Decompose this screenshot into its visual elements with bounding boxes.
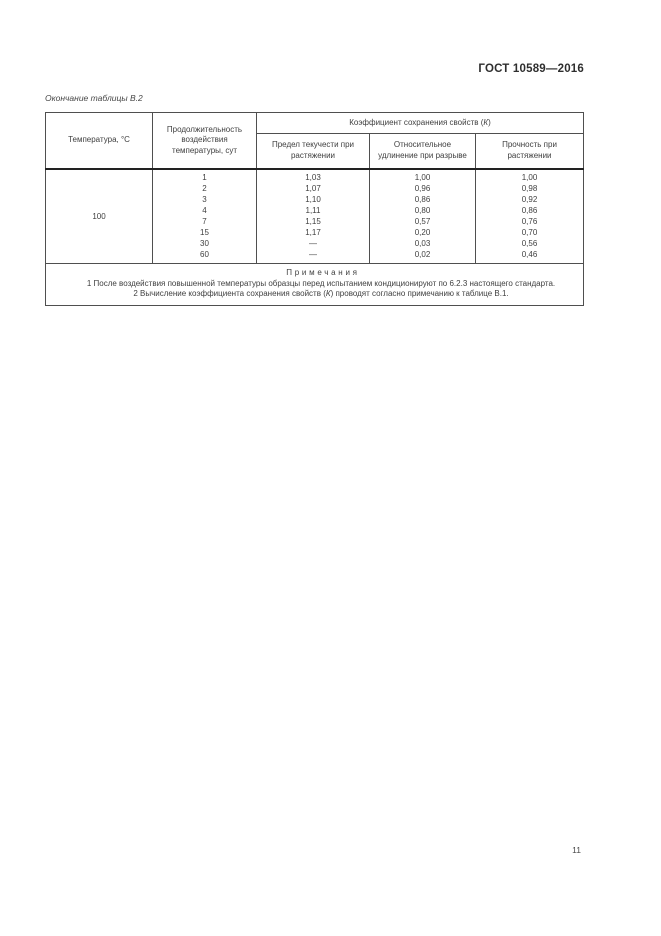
- table-cell-value: 0,20: [414, 227, 431, 237]
- header-row-group: [46, 113, 584, 134]
- coefficient-group-label-suffix: ): [488, 118, 491, 127]
- table-cell-value: 0,76: [521, 216, 538, 226]
- note-2-prefix: 2 Вычисление коэффициента сохранения свойств (: [133, 288, 326, 298]
- table-cell-value: 0,86: [414, 194, 431, 204]
- temperature-value-cell: 100: [46, 169, 153, 264]
- notes-cell: [46, 264, 584, 306]
- table-cell-value: 0,56: [521, 239, 538, 249]
- note-1: 1 После воздействия повышенной температуры образцы перед испытанием кондиционируют по 6.2.3 настоящего стандарта.: [86, 278, 556, 288]
- notes-title: Примечания: [286, 268, 360, 278]
- table-cell-value: 1,03: [305, 172, 321, 182]
- note-2-suffix: ) проводят согласно примечанию к таблице В.1.: [330, 288, 509, 298]
- table-cell-value: 0,80: [414, 205, 431, 215]
- header-temperature: Температура, °С: [46, 113, 153, 169]
- coefficient-group-label-prefix: Коэффициент сохранения свойств (: [349, 118, 484, 127]
- header-yield-strength: Предел текучести при растяжении: [257, 134, 370, 169]
- header-coefficient-group: [257, 113, 584, 134]
- table-cell-value: 1,17: [305, 227, 321, 237]
- doc-standard-number: ГОСТ 10589—2016: [478, 63, 584, 75]
- table-cell-value: 2: [202, 183, 207, 193]
- table-cell-value: 15: [200, 227, 209, 237]
- table-cell-value: 1,00: [414, 172, 431, 182]
- page-number: 11: [572, 845, 581, 855]
- table-cell-value: 30: [200, 239, 209, 249]
- properties-table: [45, 112, 584, 306]
- table-caption: Окончание таблицы В.2: [45, 93, 143, 103]
- table-cell-value: 1,11: [305, 205, 321, 215]
- table-cell-value: 1,10: [305, 194, 321, 204]
- table-cell-value: —: [309, 250, 317, 260]
- notes-row: [46, 264, 584, 306]
- yield-values-column: [257, 169, 370, 264]
- table-cell-value: 0,86: [521, 205, 538, 215]
- header-elongation: Относительное удлинение при разрыве: [370, 134, 476, 169]
- data-row-block: [46, 169, 584, 264]
- table-cell-value: 7: [202, 216, 207, 226]
- table-cell-value: 1: [202, 172, 207, 182]
- table-cell-value: 1,07: [305, 183, 321, 193]
- table-cell-value: 4: [202, 205, 207, 215]
- table-cell-value: 0,03: [414, 239, 431, 249]
- table-cell-value: 0,70: [521, 227, 538, 237]
- table-cell-value: 60: [200, 250, 209, 260]
- header-tensile-strength: Прочность при растяжении: [476, 134, 584, 169]
- table-cell-value: —: [309, 239, 317, 249]
- table-cell-value: 0,02: [414, 250, 431, 260]
- table-cell-value: 0,92: [521, 194, 538, 204]
- table-cell-value: 1,00: [521, 172, 538, 182]
- duration-values-column: [153, 169, 257, 264]
- coefficient-group-label-k: К: [483, 118, 489, 127]
- table-cell-value: 0,96: [414, 183, 431, 193]
- tensile-values-column: [476, 169, 584, 264]
- table-cell-value: 3: [202, 194, 207, 204]
- table-cell-value: 0,46: [521, 250, 538, 260]
- note-2: [51, 289, 578, 299]
- table-cell-value: 0,57: [414, 216, 431, 226]
- note-2-k: К: [325, 288, 331, 298]
- table-cell-value: 1,15: [305, 216, 321, 226]
- header-duration: Продолжительность воздействия температуры, сут: [153, 113, 257, 169]
- table-cell-value: 0,98: [521, 183, 538, 193]
- elongation-values-column: [370, 169, 476, 264]
